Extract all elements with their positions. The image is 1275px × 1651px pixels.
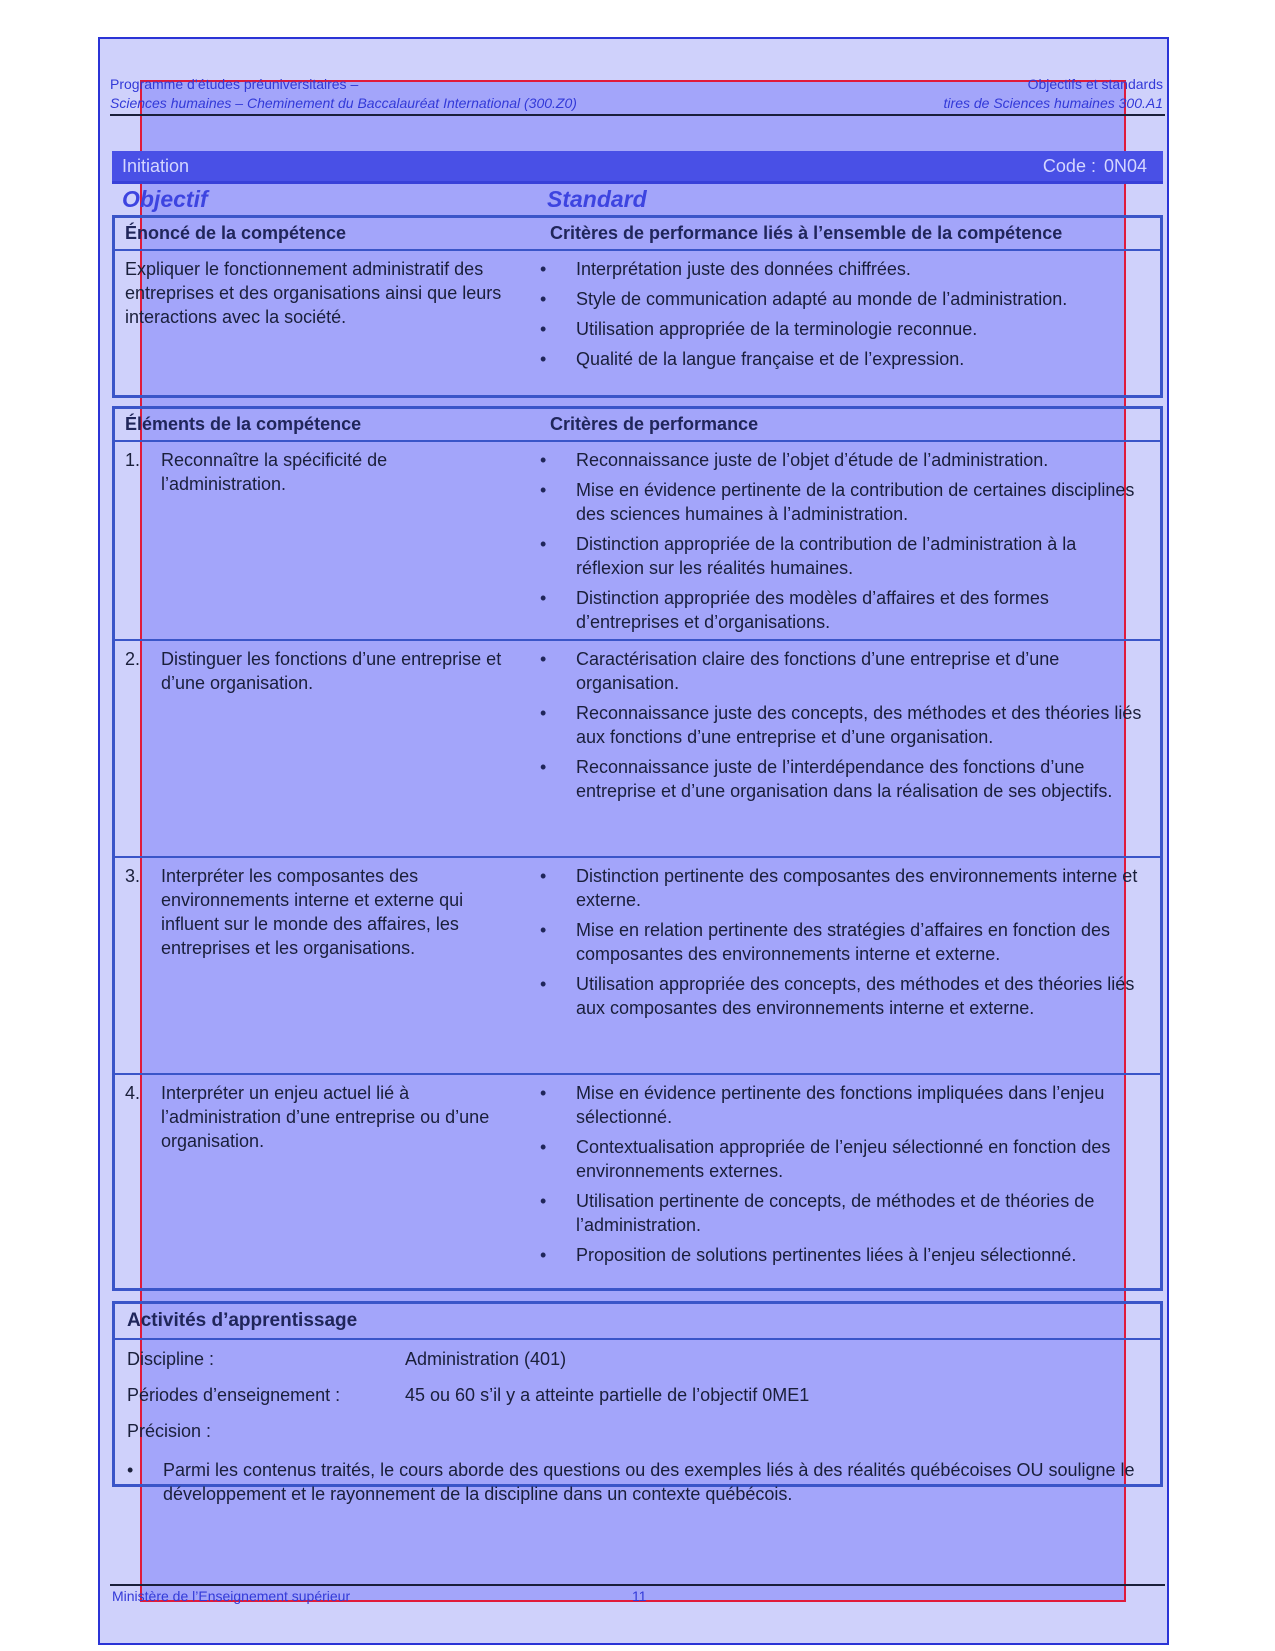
bullet-icon: • xyxy=(540,289,547,309)
course-banner xyxy=(112,151,1163,181)
header-section: Objectifs et standards xyxy=(1027,76,1163,92)
course-code-label: Code : xyxy=(1042,155,1096,176)
criterion-item: • Qualité de la langue française et de l’expression. xyxy=(540,349,965,369)
discipline-value: Administration (401) xyxy=(405,1349,567,1369)
elements-left-heading: Éléments de la compétence xyxy=(125,414,362,434)
criterion-item: • Utilisation appropriée de la terminologie reconnue. xyxy=(540,319,978,339)
header-rule xyxy=(110,114,1165,116)
periods-line xyxy=(127,1385,809,1406)
criterion-item: • Utilisation pertinente de concepts, de méthodes et de théories de l’administration. xyxy=(540,1191,1095,1235)
competence-box xyxy=(112,215,1163,398)
criterion-item: • Contextualisation appropriée de l’enjeu sélectionné en fonction des environnements externes. xyxy=(540,1137,1111,1181)
elements-box xyxy=(112,406,1163,1291)
standard-title: Standard xyxy=(547,186,647,212)
bullet-icon: • xyxy=(540,866,547,886)
criterion-item: • Interprétation juste des données chiffrées. xyxy=(540,259,911,279)
element-item: 1. Reconnaître la spécificité de l’administration. xyxy=(125,450,388,494)
bullet-icon: • xyxy=(540,1245,547,1265)
bullet-icon: • xyxy=(127,1460,134,1480)
page-number: 11 xyxy=(632,1588,647,1604)
bullet-icon: • xyxy=(540,450,547,470)
periods-label: Périodes d’enseignement : xyxy=(127,1385,341,1405)
bullet-icon: • xyxy=(540,1191,547,1211)
competence-header xyxy=(115,218,1160,251)
precision-item: • Parmi les contenus traités, le cours aborde des questions ou des exemples liés à des réalités québécoises OU souligne le développement et le rayonnement de la discipline dans un contexte québécois. xyxy=(127,1460,1135,1504)
bullet-icon: • xyxy=(540,319,547,339)
activities-box xyxy=(112,1301,1163,1504)
activities-heading: Activités d’apprentissage xyxy=(115,1304,1160,1340)
bullet-icon: • xyxy=(540,349,547,369)
element-row-1 xyxy=(115,442,1160,641)
element-row-4 xyxy=(115,1075,1160,1279)
periods-value: 45 ou 60 s’il y a atteinte partielle de l’objectif 0ME1 xyxy=(405,1385,810,1405)
bullet-icon: • xyxy=(540,649,547,669)
bullet-icon: • xyxy=(540,480,547,500)
competence-row xyxy=(115,251,1160,383)
bullet-icon: • xyxy=(540,259,547,279)
elements-header xyxy=(115,409,1160,442)
element-item: 4. Interpréter un enjeu actuel lié à l’administration d’une entreprise ou d’une organisation. xyxy=(125,1083,490,1151)
discipline-label: Discipline : xyxy=(127,1349,215,1369)
header-track-suffix: tires de Sciences humaines 300.A1 xyxy=(943,95,1163,111)
criterion-item: • Utilisation appropriée des concepts, des méthodes et des théories liés aux composantes des environnements interne et externe. xyxy=(540,974,1135,1018)
objective-title: Objectif xyxy=(122,186,208,212)
bullet-icon: • xyxy=(540,1137,547,1157)
bullet-icon: • xyxy=(540,757,547,777)
footer-ministry: Ministère de l’Enseignement supérieur xyxy=(112,1588,351,1604)
footer xyxy=(112,1588,647,1604)
header-track: Sciences humaines – Cheminement du Baccalauréat International (300.Z0) xyxy=(110,95,577,111)
criterion-item: • Distinction pertinente des composantes des environnements interne et externe. xyxy=(540,866,1138,910)
competence-left-heading: Énoncé de la compétence xyxy=(125,223,347,243)
element-row-2 xyxy=(115,641,1160,858)
precision-label: Précision : xyxy=(127,1421,212,1441)
bullet-icon: • xyxy=(540,920,547,940)
competence-statement: Expliquer le fonctionnement administratif des entreprises et des organisations ainsi que leurs interactions avec la société. xyxy=(125,259,502,327)
criterion-item: • Reconnaissance juste de l’interdépendance des fonctions d’une entreprise et d’une organisation dans la réalisation de ses objectifs. xyxy=(540,757,1113,801)
bullet-icon: • xyxy=(540,1083,547,1103)
bullet-icon: • xyxy=(540,588,547,608)
course-code-value: 0N04 xyxy=(1103,155,1147,176)
element-row-3 xyxy=(115,858,1160,1075)
course-title: Initiation xyxy=(122,155,190,176)
competence-right-heading: Critères de performance liés à l’ensemble de la compétence xyxy=(550,223,1063,243)
bullet-icon: • xyxy=(540,534,547,554)
criterion-item: • Reconnaissance juste des concepts, des méthodes et des théories liés aux fonctions d’une entreprise et d’une organisation. xyxy=(540,703,1142,747)
criterion-item: • Caractérisation claire des fonctions d’une entreprise et d’une organisation. xyxy=(540,649,1060,693)
criterion-item: • Distinction appropriée de la contribution de l’administration à la réflexion sur les réalités humaines. xyxy=(540,534,1077,578)
course-code xyxy=(1043,156,1147,177)
element-item: 2. Distinguer les fonctions d’une entreprise et d’une organisation. xyxy=(125,649,502,693)
element-item: 3. Interpréter les composantes des environnements interne et externe qui influent sur le monde des affaires, les entreprises et les organisations. xyxy=(125,866,464,958)
criterion-item: • Style de communication adapté au monde de l’administration. xyxy=(540,289,1068,309)
criterion-item: • Proposition de solutions pertinentes liées à l’enjeu sélectionné. xyxy=(540,1245,1077,1265)
competence-criteria xyxy=(540,251,1160,383)
bullet-icon: • xyxy=(540,974,547,994)
criterion-item: • Mise en relation pertinente des stratégies d’affaires en fonction des composantes des environnements interne et externe. xyxy=(540,920,1110,964)
criterion-item: • Reconnaissance juste de l’objet d’étude de l’administration. xyxy=(540,450,1049,470)
discipline-line xyxy=(127,1349,566,1370)
footer-rule xyxy=(110,1584,1165,1586)
elements-right-heading: Critères de performance xyxy=(550,414,759,434)
header-program: Programme d’études préuniversitaires – xyxy=(110,76,359,92)
criterion-item: • Mise en évidence pertinente de la contribution de certaines disciplines des sciences humaines à l’administration. xyxy=(540,480,1135,524)
bullet-icon: • xyxy=(540,703,547,723)
criterion-item: • Distinction appropriée des modèles d’affaires et des formes d’entreprises et d’organisations. xyxy=(540,588,1049,632)
criterion-item: • Mise en évidence pertinente des fonctions impliquées dans l’enjeu sélectionné. xyxy=(540,1083,1105,1127)
